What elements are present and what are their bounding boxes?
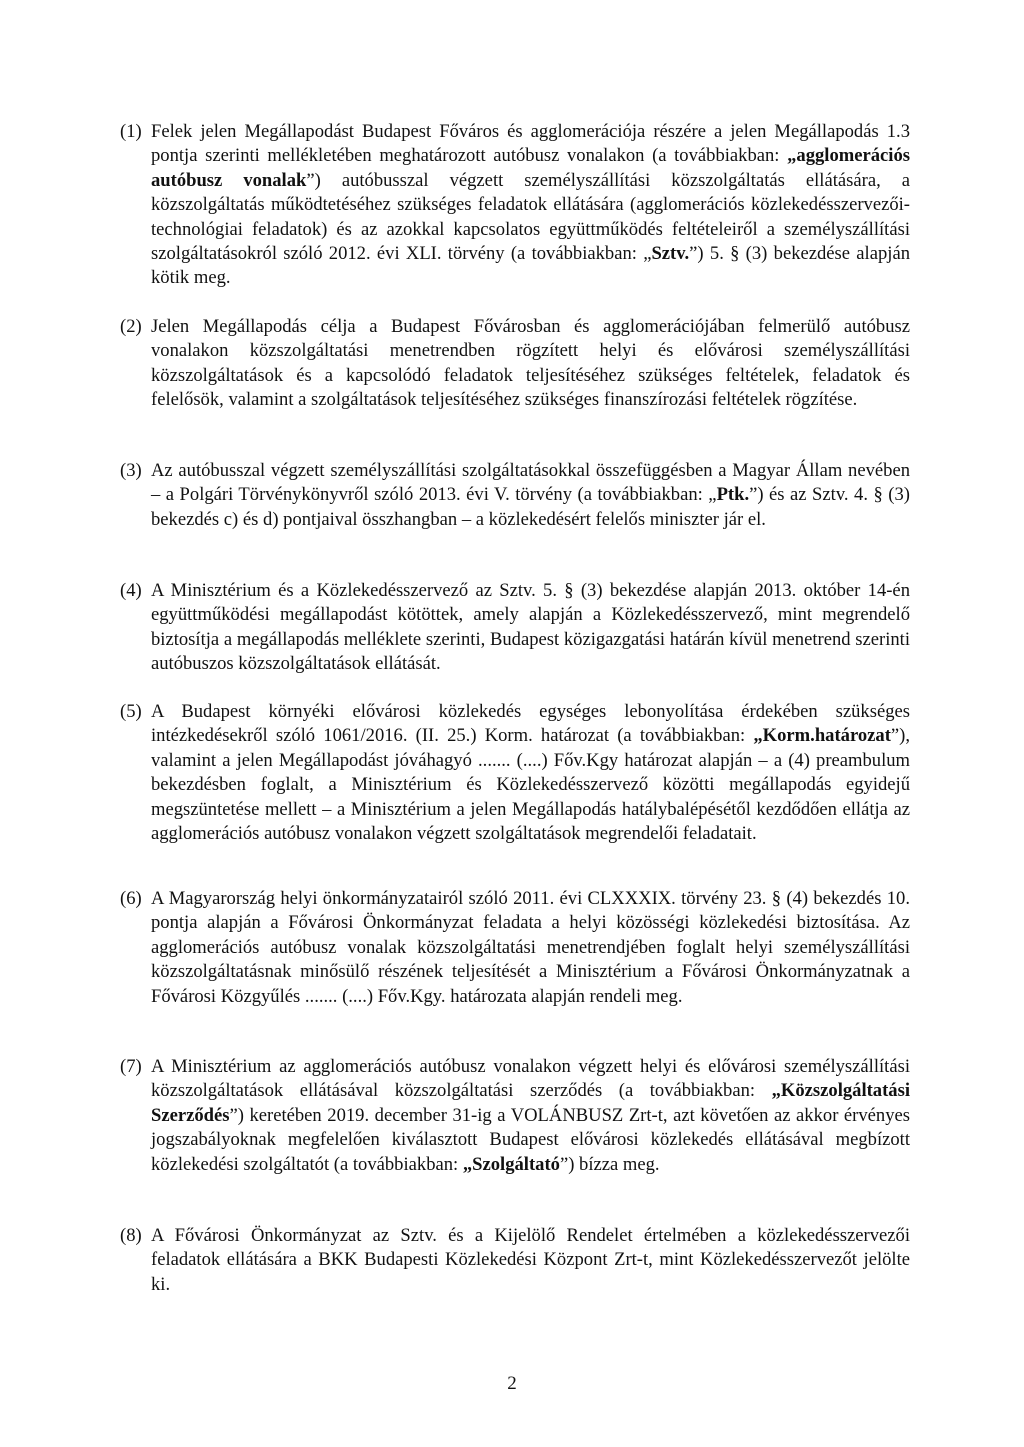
paragraph-text [151,1224,910,1297]
text-run: ”) és az Sztv. 4. § (3) bekezdés c) és d) pontjaival összhangban – a közlekedésért felelős miniszter jár el. [151,484,910,530]
paragraph-1 [120,120,910,291]
paragraph-number: (5) [120,701,142,722]
paragraph-text [151,579,910,677]
text-run: ”), valamint a jelen Megállapodást jóváhagyó ....... (....) Főv.Kgy határozat alapján – a (4) preambulum bekezdésben foglalt, a Minisztérium és Közlekedésszervező közötti megállapodás egyidejű megszüntetése mellett – a Minisztérium a jelen Megállapodás hatálybalépésétől kezdődően ellátja az agglomerációs autóbusz vonalakon végzett szolgáltatások megrendelői feladatait. [151,725,910,845]
text-run: ”) bízza meg. [559,1153,660,1175]
paragraph-number: (2) [120,316,142,337]
text-run: A Magyarország helyi önkormányzatairól szóló 2011. évi CLXXXIX. törvény 23. § (4) bekezdés 10. pontja alapján a Fővárosi Önkormányzat feladata a helyi közösségi közlekedési biztosítása. Az agglomerációs autóbusz vonalak közszolgáltatási menetrendjében foglalt helyi személyszállítási közszolgáltatásnak minősülő részének teljesítését a Minisztérium a Fővárosi Önkormányzatnak a Fővárosi Közgyűlés ....... (....) Főv.Kgy. határozata alapján rendeli meg. [151,888,910,1007]
paragraph-text [151,459,910,532]
paragraph-text [151,120,910,291]
text-run: Az autóbusszal végzett személyszállítási szolgáltatásokkal összefüggésben a Magyar Állam nevében – a Polgári Törvénykönyvről szóló 2013. évi V. törvény (a továbbiakban: „ [151,460,910,506]
paragraph-5 [120,700,910,846]
paragraph-number: (6) [120,888,142,909]
defined-term: „Közszolgáltatási Szerződés [151,1080,910,1126]
defined-term: Sztv. [651,243,690,265]
paragraph-4 [120,579,910,677]
paragraph-2 [120,315,910,413]
text-run: ”) 5. § (3) bekezdése alapján kötik meg. [151,243,910,289]
defined-term: „agglomerációs autóbusz vonalak [151,145,910,191]
defined-term: „Korm.határozat [753,725,891,747]
page-number: 2 [507,1373,517,1394]
paragraph-text [151,1055,910,1177]
paragraph-6 [120,887,910,1009]
text-run: Jelen Megállapodás célja a Budapest Fővárosban és agglomerációjában felmerülő autóbusz vonalakon közszolgáltatási menetrendben rögzített helyi és elővárosi személyszállítási közszolgáltatások és a kapcsolódó feladatok teljesítéséhez szükséges feltételek, feladatok és felelősök, valamint a szolgáltatások teljesítéséhez szükséges finanszírozási feltételek rögzítése. [151,316,910,411]
paragraph-text [151,315,910,413]
paragraph-number: (7) [120,1056,142,1077]
text-run: A Minisztérium az agglomerációs autóbusz vonalakon végzett helyi és elővárosi személyszállítási közszolgáltatások ellátásával közszolgáltatási szerződés (a továbbiakban: [151,1056,910,1102]
defined-term: „Szolgáltató [462,1153,560,1175]
paragraph-number: (8) [120,1225,142,1246]
paragraph-number: (3) [120,460,142,481]
paragraph-7 [120,1055,910,1177]
paragraph-8 [120,1224,910,1297]
text-run: ”) autóbusszal végzett személyszállítási közszolgáltatás ellátására, a közszolgáltatás működtetéséhez szükséges feladatok ellátására (agglomerációs közlekedésszervezői-technológiai feladatok) és az azokkal kapcsolatos együttműködés feltételeiről a személyszállítási szolgáltatásokról szóló 2012. évi XLI. törvény (a továbbiakban: „ [151,169,910,265]
text-run: A Fővárosi Önkormányzat az Sztv. és a Kijelölő Rendelet értelmében a közlekedésszervezői feladatok ellátására a BKK Budapesti Közlekedési Központ Zrt-t, mint Közlekedésszervezőt jelölte ki. [151,1225,910,1295]
text-run: Felek jelen Megállapodást Budapest Főváros és agglomerációja részére a jelen Megállapodás 1.3 pontja szerinti mellékletében meghatározott autóbusz vonalakon (a továbbiakban: [151,121,910,167]
defined-term: Ptk. [716,484,750,506]
paragraph-3 [120,459,910,532]
paragraph-number: (1) [120,121,142,142]
text-run: A Minisztérium és a Közlekedésszervező az Sztv. 5. § (3) bekezdése alapján 2013. október 14-én együttműködési megállapodást kötöttek, amely alapján a Közlekedésszervező, mint megrendelő biztosítja a megállapodás melléklete szerinti, Budapest közigazgatási határán kívül menetrend szerinti autóbuszos közszolgáltatások ellátását. [151,580,910,675]
text-run: A Budapest környéki elővárosi közlekedés egységes lebonyolítása érdekében szükséges intézkedésekről szóló 1061/2016. (II. 25.) Korm. határozat (a továbbiakban: [151,701,910,747]
paragraph-text [151,700,910,846]
paragraph-number: (4) [120,580,142,601]
text-run: ”) keretében 2019. december 31-ig a VOLÁNBUSZ Zrt-t, azt követően az akkor érvényes jogszabályoknak megfelelően kiválasztott Budapest elővárosi közlekedés ellátásával megbízott közlekedési szolgáltatót (a továbbiakban: [151,1104,910,1175]
paragraph-text [151,887,910,1009]
